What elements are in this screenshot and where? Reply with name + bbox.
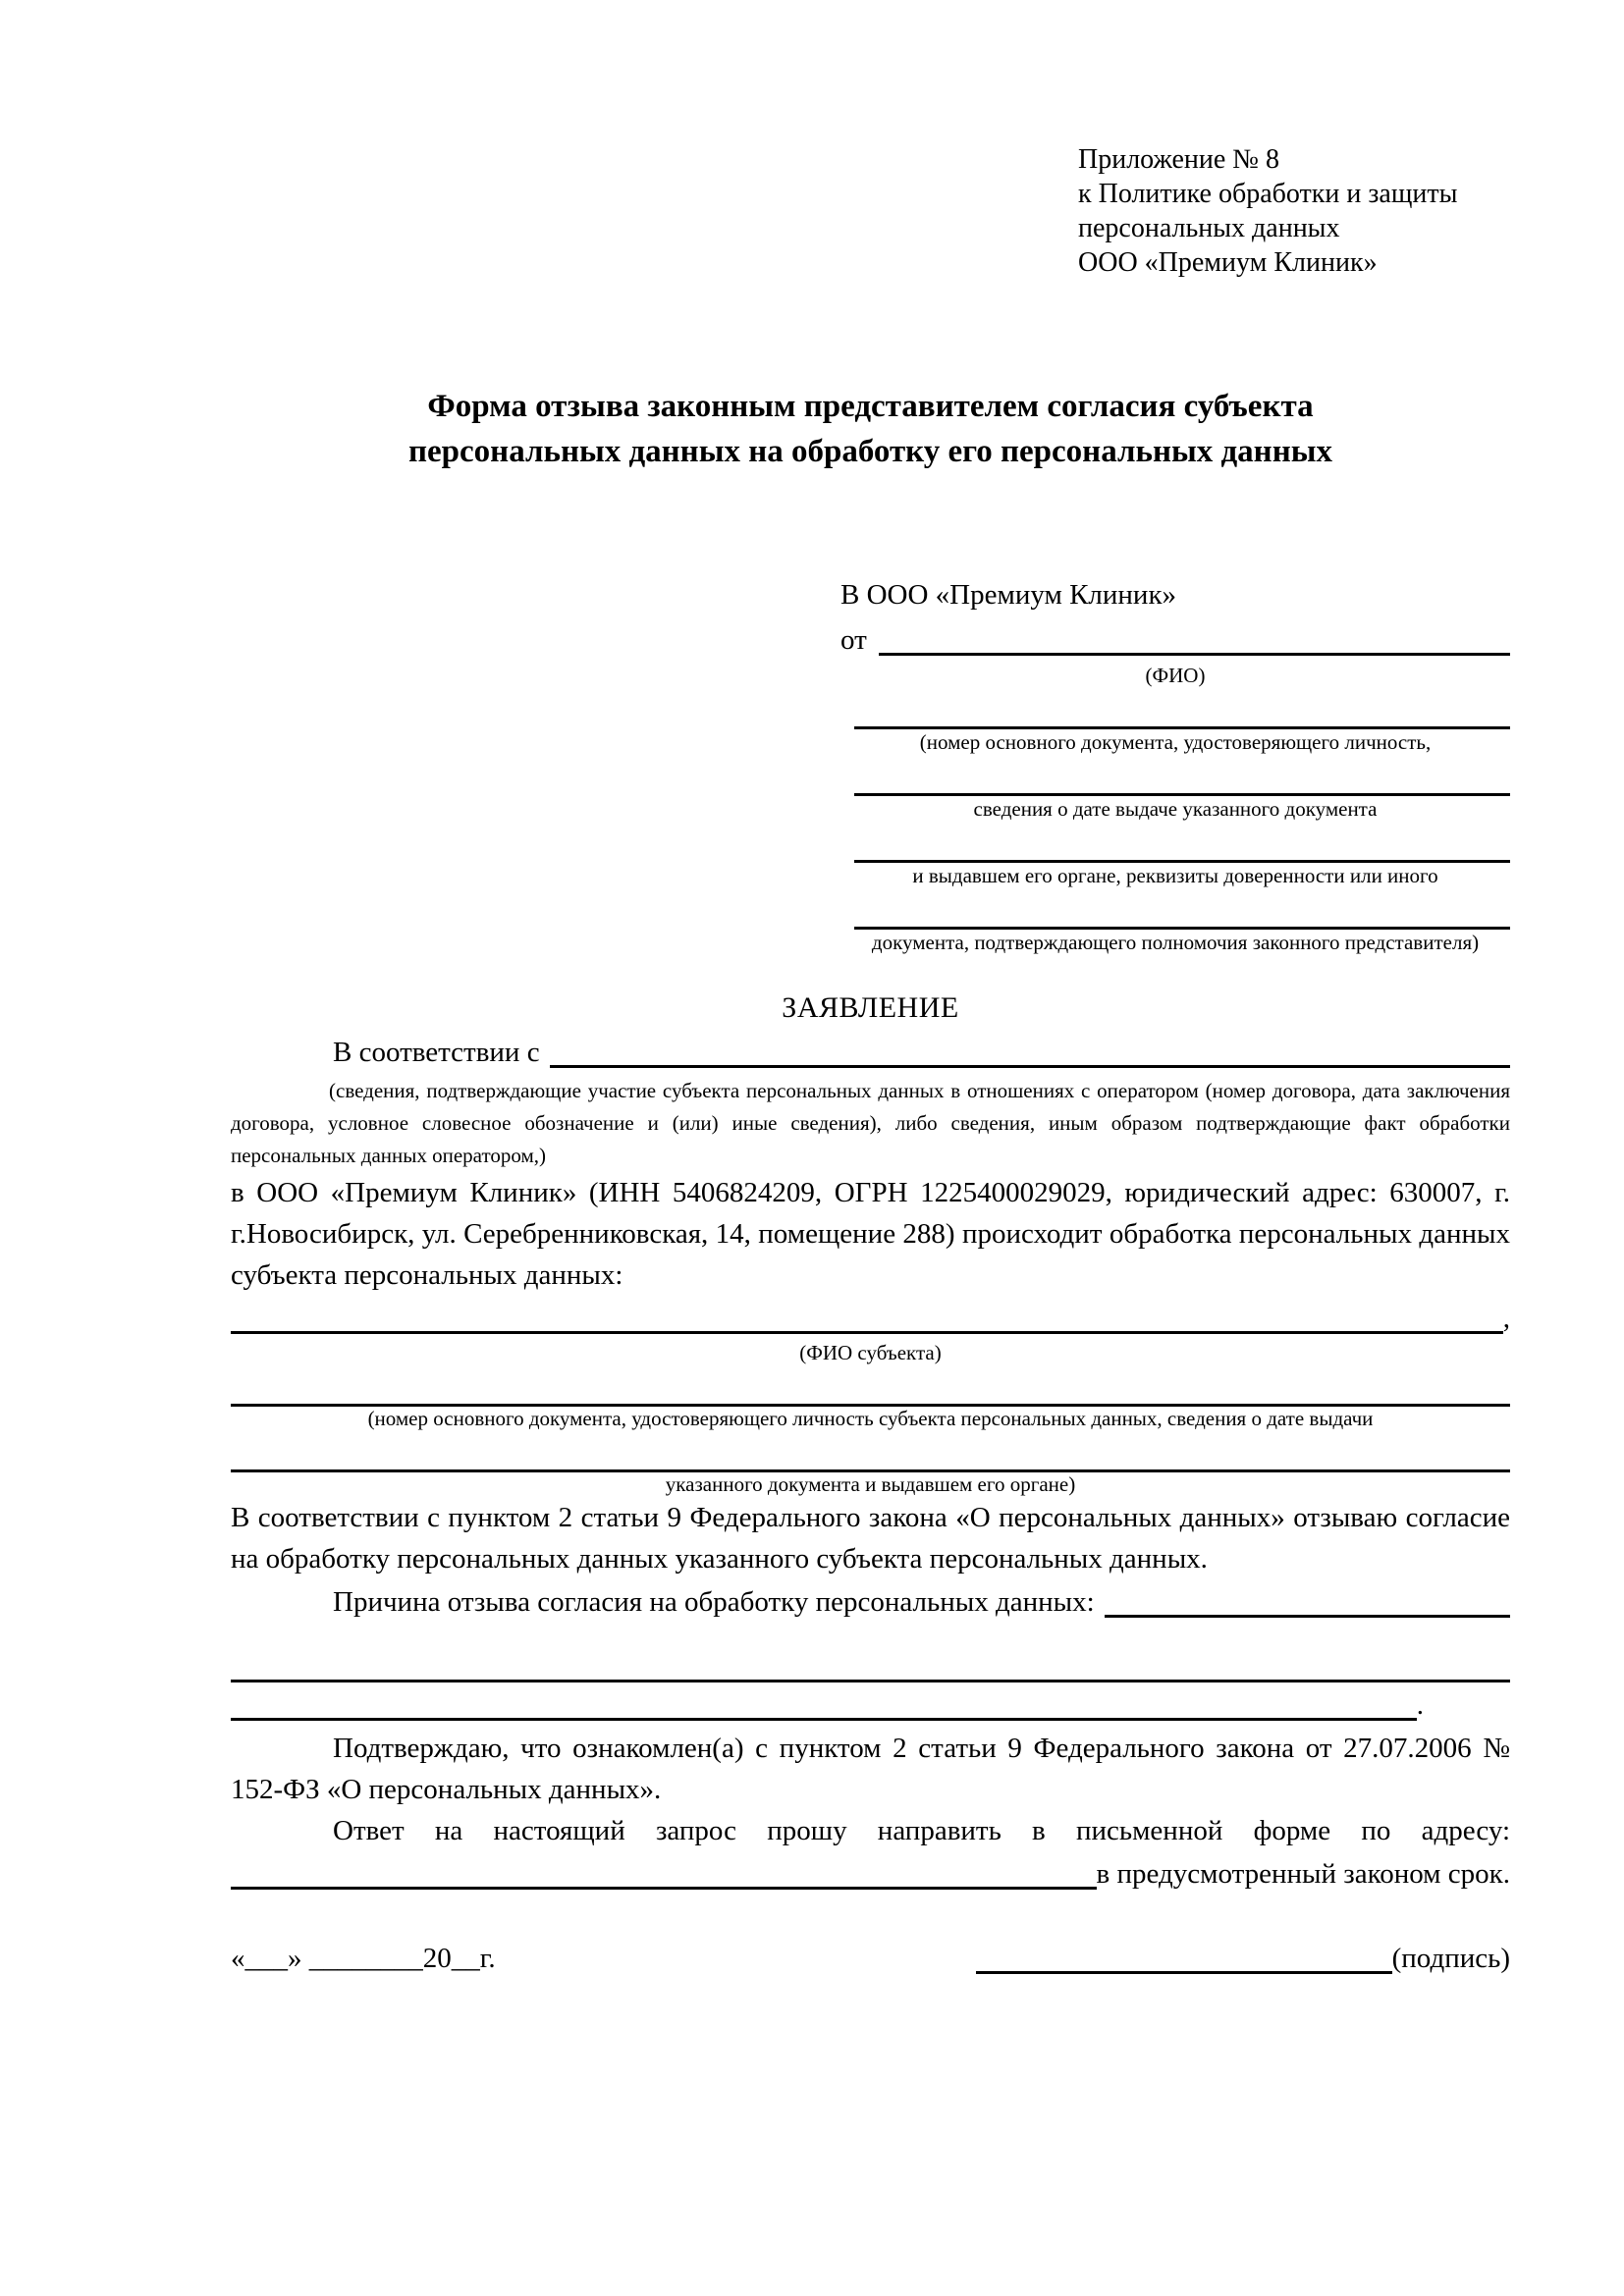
representative-document-caption-3: и выдавшем его органе, реквизиты доверенности или иного [912,864,1438,887]
reason-blank-line-1 [1105,1579,1510,1618]
reason-row [231,1579,1510,1625]
representative-document-blank-line-1 [854,688,1510,729]
subject-fio-caption: (ФИО субъекта) [799,1341,942,1364]
reason-blank-line-3 [231,1682,1417,1721]
intro-caption: (сведения, подтверждающие участие субъекта персональных данных в отношениях с оператором (номер договора, дата заключения договора, условное словесное обозначение и (или) иные сведения), либо сведения, иным образом подтверждающие факт обработки персональных данных оператором,) [231,1079,1510,1167]
representative-document-blank-line-2 [854,755,1510,796]
reason-trailing-period: . [1416,1689,1424,1721]
reason-end-row [231,1682,1510,1728]
form-title [231,384,1510,474]
subject-document-blank-line-1 [231,1365,1510,1407]
intro-lead: В соответствии с [333,1037,540,1068]
fio-caption: (ФИО) [1145,664,1206,687]
representative-document-caption-4: документа, подтверждающего полномочия законного представителя) [871,931,1480,954]
representative-document-blank-line-3 [854,822,1510,863]
from-row [840,617,1510,663]
answer-address-blank-line [231,1851,1097,1890]
reason-lead: Причина отзыва согласия на обработку персональных данных: [333,1586,1095,1618]
addressee-organization: В ООО «Премиум Клиник» [840,579,1177,611]
answer-tail: в предусмотренный законом срок. [1096,1858,1510,1890]
footer-row [231,1936,1510,1981]
signature-group [976,1936,1510,1981]
statement-heading: ЗАЯВЛЕНИЕ [782,991,959,1024]
addressee-block [840,572,1510,955]
subject-fio-blank-line [231,1296,1503,1334]
confirm-paragraph: Подтверждаю, что ознакомлен(а) с пунктом 2 статьи 9 Федерального закона от 27.07.2006 № 152-ФЗ «О персональных данных». [231,1733,1510,1805]
subject-document-caption-1: (номер основного документа, удостоверяющего личность субъекта персональных данных, сведения о дате выдачи [367,1407,1374,1430]
representative-document-blank-line-4 [854,888,1510,930]
appendix-line-1: Приложение № 8 [1078,144,1279,175]
date-line: «___» ________20__г. [231,1943,496,1974]
representative-document-caption-1: (номер основного документа, удостоверяющего личность, [919,730,1432,754]
answer-address-row [231,1851,1510,1896]
form-title-line-2: персональных данных на обработку его персональных данных [408,434,1332,469]
subject-fio-trailing-comma: , [1502,1303,1510,1334]
reason-end-gap [1424,1682,1510,1728]
intro-blank-line [550,1030,1510,1068]
representative-document-caption-2: сведения о дате выдаче указанного документа [973,797,1378,821]
signature-caption: (подпись) [1391,1943,1510,1974]
operator-paragraph: в ООО «Премиум Клиник» (ИНН 5406824209, ОГРН 1225400029029, юридический адрес: 630007, г. г.Новосибирск, ул. Серебренниковская, 14, помещение 288) происходит обработка персональных данных субъекта персональных данных: [231,1177,1510,1291]
subject-document-caption-2: указанного документа и выдавшем его органе) [665,1472,1076,1496]
reason-blank-line-2 [231,1625,1510,1682]
appendix-line-2: к Политике обработки и защиты [1078,179,1458,209]
subject-document-blank-line-2 [231,1431,1510,1472]
withdraw-paragraph: В соответствии с пунктом 2 статьи 9 Федерального закона «О персональных данных» отзываю согласие на обработку персональных данных указанного субъекта персональных данных. [231,1502,1510,1575]
appendix-note [1078,142,1510,280]
subject-fio-row [231,1296,1510,1341]
form-title-line-1: Форма отзыва законным представителем согласия субъекта [427,389,1314,424]
answer-lead: Ответ на настоящий запрос прошу направить в письменной форме по адресу: [333,1815,1510,1846]
appendix-line-4: ООО «Премиум Клиник» [1078,247,1378,278]
from-label: от [840,624,867,656]
representative-name-blank-line [879,617,1510,656]
signature-blank-line [976,1936,1392,1974]
appendix-line-3: персональных данных [1078,213,1340,243]
intro-row [231,1030,1510,1075]
